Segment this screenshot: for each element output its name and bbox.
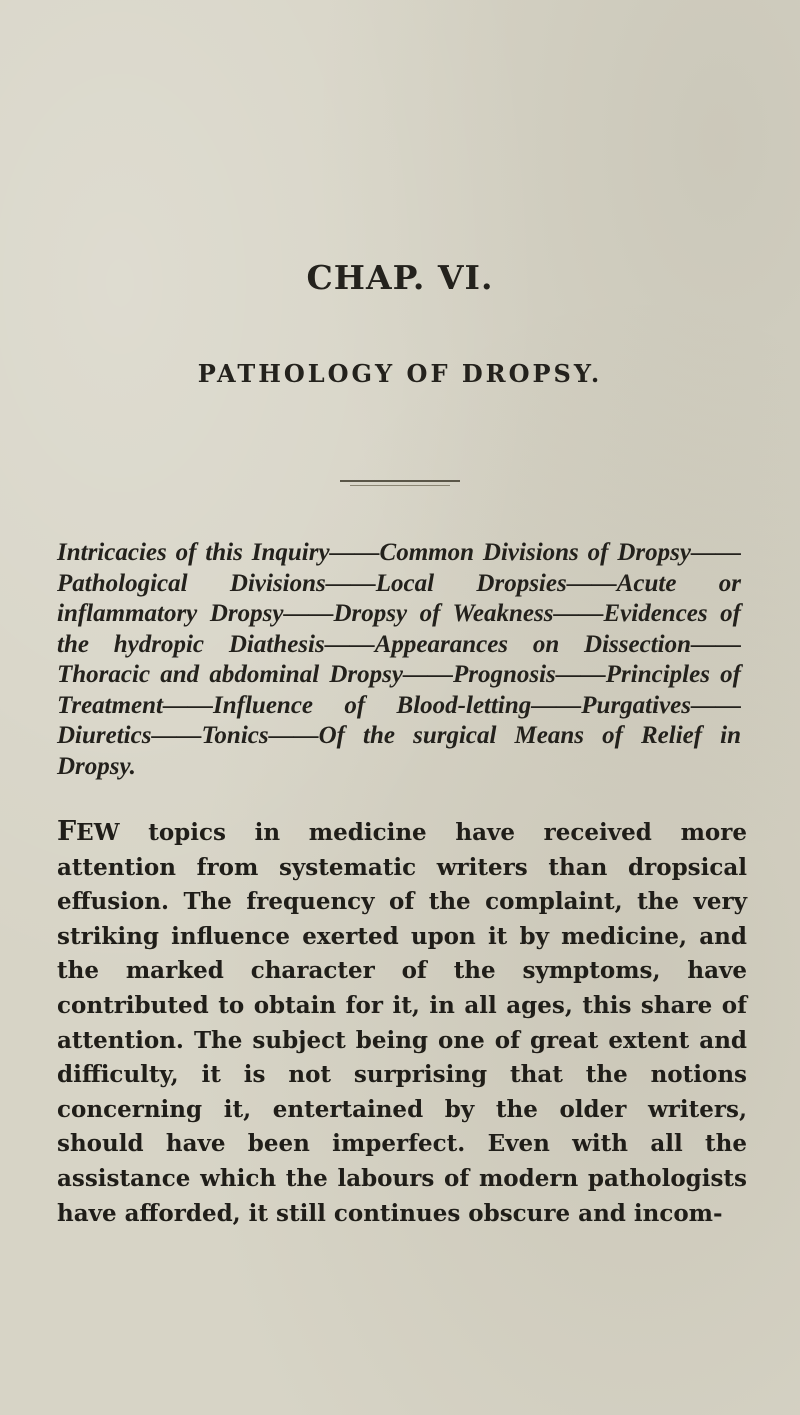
body-paragraph	[57, 815, 747, 1231]
chapter-summary: Intricacies of this Inquiry——Common Divisions of Dropsy——Pathological Divisions——Local Dropsies——Acute or inflammatory Dropsy——Dropsy of Weakness——Evidences of the hydropic Diathesis——Appearances on Dissection——Thoracic and abdominal Dropsy——Prognosis——Principles of Treatment——Influence of Blood-letting——Purgatives——Diuretics——Tonics——Of the surgical Means of Relief in Dropsy.	[57, 539, 741, 780]
body-paragraph-text: EW topics in medicine have received more attention from systematic writers than dropsical effusion. The frequency of the complaint, the very striking influence exerted upon it by medicine, and the marked character of the symptoms, have contributed to obtain for it, in all ages, this share of attention. The subject being one of great extent and difficulty, it is not surprising that the notions concerning it, entertained by the older writers, should have been imperfect. Even with all the assistance which the labours of modern pathologists have afforded, it still continues obscure and incom-	[57, 819, 747, 1227]
section-heading: PATHOLOGY OF DROPSY.	[197, 359, 603, 388]
drop-initial: F	[57, 816, 77, 847]
ornamental-rule	[340, 480, 460, 482]
chapter-heading: CHAP. VI.	[306, 258, 494, 297]
